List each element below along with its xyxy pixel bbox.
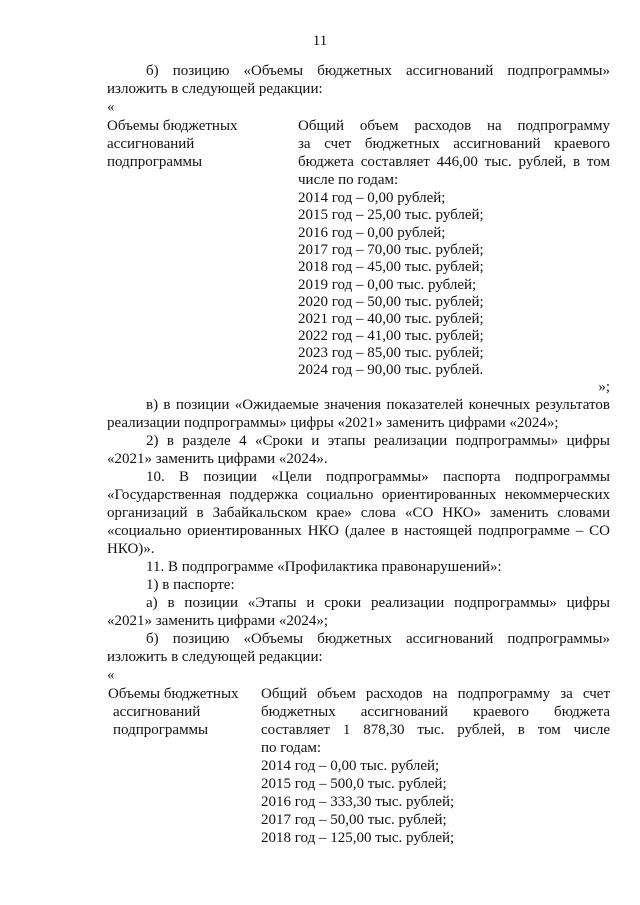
page-number: 11 [312,33,328,49]
year-amount-line: 2022 год – 41,00 тыс. рублей; [298,328,484,344]
table-right-cell-line: Общий объем расходов на подпрограмму за счет [261,686,610,702]
paragraph-line: б) позицию «Объемы бюджетных ассигнований подпрограммы» [146,63,610,79]
table-left-cell-line: подпрограммы [107,154,203,170]
year-amount-line: 2020 год – 50,00 тыс. рублей; [298,294,484,310]
paragraph-line: изложить в следующей редакции: [107,649,323,665]
paragraph-line: 1) в паспорте: [146,577,235,593]
year-amount-line: 2018 год – 125,00 тыс. рублей; [261,830,455,846]
year-amount-line: 2016 год – 0,00 рублей; [298,225,446,241]
year-amount-line: 2017 год – 70,00 тыс. рублей; [298,242,484,258]
year-amount-line: 2024 год – 90,00 тыс. рублей. [298,362,484,378]
paragraph-line: 11. В подпрограмме «Профилактика правонарушений»: [146,559,502,575]
year-amount-line: 2015 год – 25,00 тыс. рублей; [298,207,484,223]
table-left-cell-line: подпрограммы [113,722,209,738]
paragraph-line: «2021» заменить цифрами «2024»; [107,613,329,629]
close-quote: »; [598,379,610,395]
table-right-cell-line: числе по годам: [298,172,399,188]
year-amount-line: 2019 год – 0,00 тыс. рублей; [298,277,477,293]
paragraph-line: б) позицию «Объемы бюджетных ассигнований подпрограммы» [146,631,610,647]
year-amount-line: 2014 год – 0,00 рублей; [298,190,446,206]
year-amount-line: 2015 год – 500,0 тыс. рублей; [261,776,447,792]
paragraph-line: изложить в следующей редакции: [107,81,323,97]
table-left-cell-line: Объемы бюджетных [108,686,239,702]
table-right-cell-line: бюджета составляет 446,00 тыс. рублей, в том [298,154,610,170]
table-left-cell-line: ассигнований [113,704,201,720]
paragraph-line: реализации подпрограммы» цифры «2021» заменить цифрами «2024»; [107,415,559,431]
paragraph-line: НКО)». [107,541,155,557]
year-amount-line: 2016 год – 333,30 тыс. рублей; [261,794,455,810]
paragraph-line: «социально ориентированных НКО (далее в настоящей подпрограмме – СО [107,523,610,539]
table-right-cell-line: за счет бюджетных ассигнований краевого [298,136,610,152]
paragraph-line: в) в позиции «Ожидаемые значения показателей конечных результатов [146,397,610,413]
paragraph-line: 10. В позиции «Цели подпрограммы» паспорта подпрограммы [146,469,610,485]
paragraph-line: 2) в разделе 4 «Сроки и этапы реализации подпрограммы» цифры [146,433,610,449]
paragraph-line: «Государственная поддержка социально ориентированных некоммерческих [107,487,610,503]
table-left-cell-line: ассигнований [107,136,195,152]
paragraph-line: организаций в Забайкальском крае» слова «СО НКО» заменить словами [107,505,610,521]
year-amount-line: 2021 год – 40,00 тыс. рублей; [298,311,484,327]
open-quote: « [107,99,115,115]
open-quote: « [107,667,115,683]
year-amount-line: 2023 год – 85,00 тыс. рублей; [298,345,484,361]
year-amount-line: 2014 год – 0,00 тыс. рублей; [261,758,440,774]
paragraph-line: а) в позиции «Этапы и сроки реализации подпрограммы» цифры [146,595,610,611]
year-amount-line: 2017 год – 50,00 тыс. рублей; [261,812,447,828]
year-amount-line: 2018 год – 45,00 тыс. рублей; [298,259,484,275]
table-right-cell-line: по годам: [261,740,322,756]
table-right-cell-line: Общий объем расходов на подпрограмму [298,118,610,134]
paragraph-line: «2021» заменить цифрами «2024». [107,451,328,467]
table-right-cell-line: составляет 1 878,30 тыс. рублей, в том числе [261,722,610,738]
table-right-cell-line: бюджетных ассигнований краевого бюджета [261,704,610,720]
table-left-cell-line: Объемы бюджетных [107,118,238,134]
